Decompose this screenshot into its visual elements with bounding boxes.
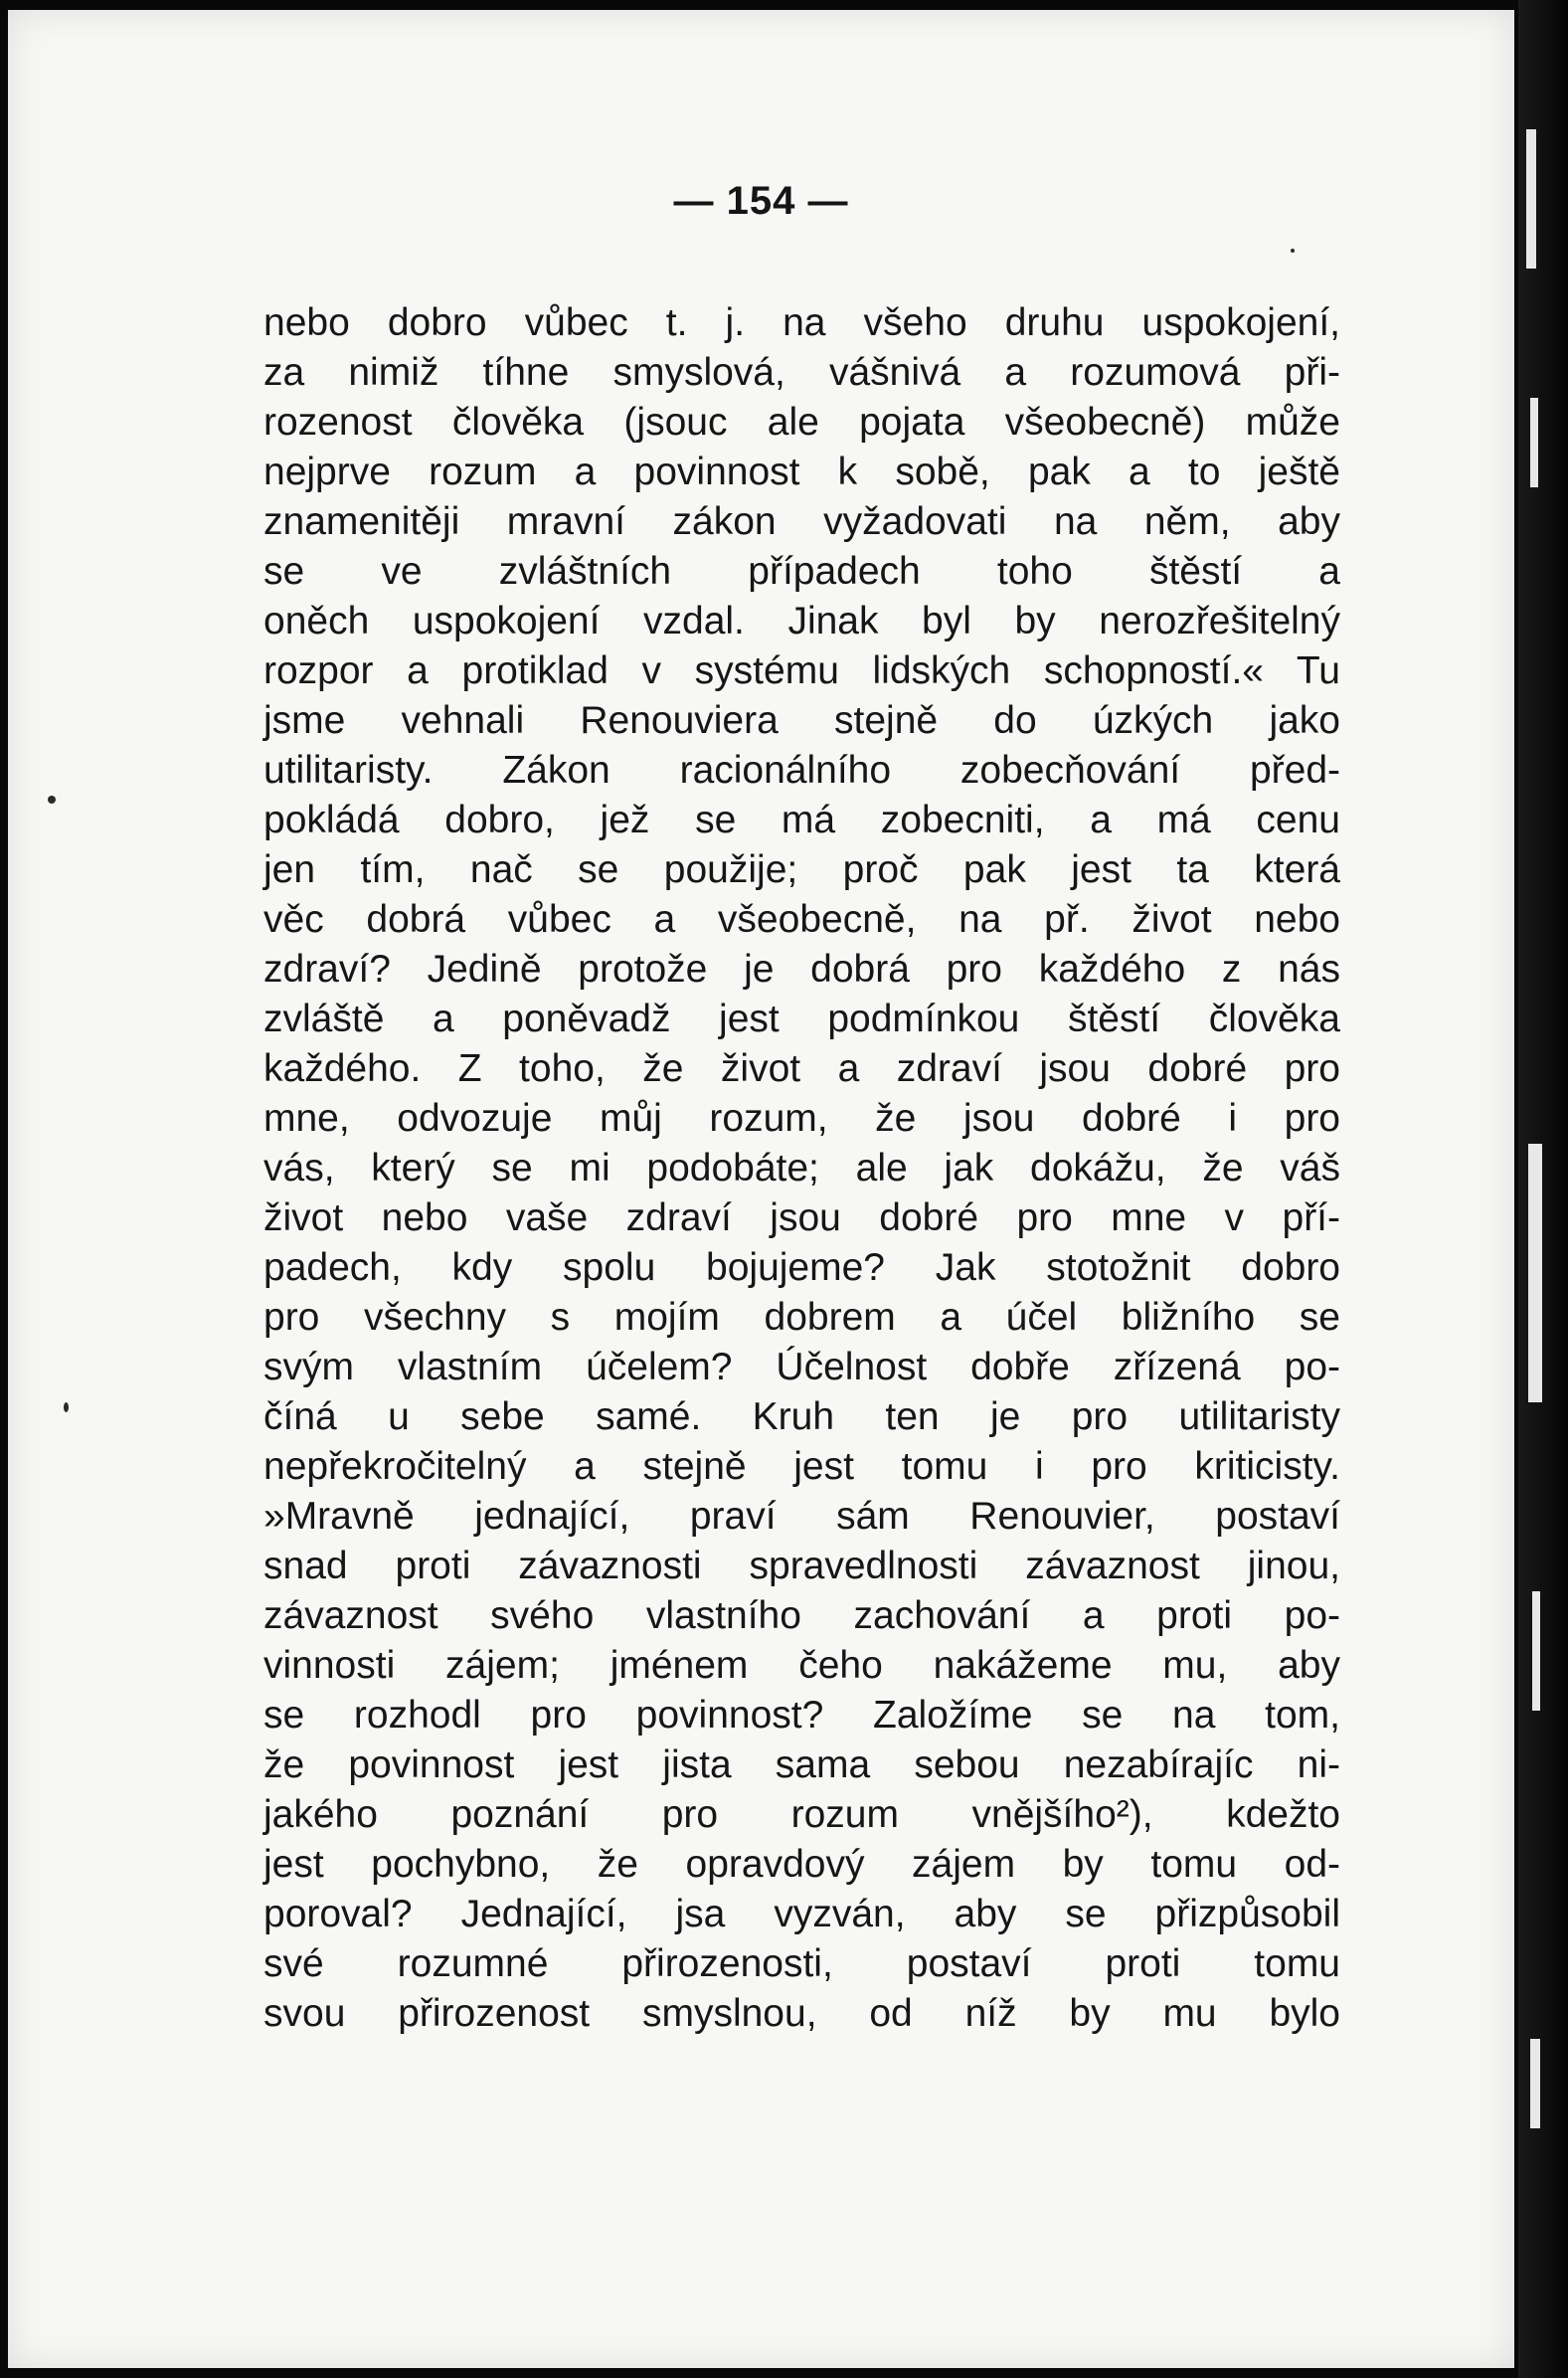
text-line: znamenitěji mravní zákon vyžadovati na něm, aby: [263, 500, 1340, 543]
text-line: číná u sebe samé. Kruh ten je pro utilitaristy: [263, 1395, 1340, 1438]
book-page: [8, 10, 1514, 2368]
text-line: své rozumné přirozenosti, postaví proti tomu: [263, 1942, 1340, 1985]
text-line: jest pochybno, že opravdový zájem by tomu od-: [263, 1843, 1340, 1886]
text-line: jakého poznání pro rozum vnějšího²), kdežto: [263, 1793, 1340, 1836]
text-line: poroval? Jednající, jsa vyzván, aby se přizpůsobil: [263, 1893, 1340, 1935]
text-line: rozpor a protiklad v systému lidských schopností.« Tu: [263, 649, 1340, 692]
text-line: pro všechny s mojím dobrem a účel bližního se: [263, 1296, 1340, 1339]
text-line: zdraví? Jedině protože je dobrá pro každého z nás: [263, 948, 1340, 991]
text-line: jen tím, nač se použije; proč pak jest ta která: [263, 848, 1340, 891]
scan-right-edge: [1518, 0, 1568, 2378]
text-line: pokládá dobro, jež se má zobecniti, a má cenu: [263, 799, 1340, 841]
edge-mark: [1526, 129, 1536, 269]
text-line: vinnosti zájem; jménem čeho nakážeme mu, aby: [263, 1644, 1340, 1687]
text-line: nejprve rozum a povinnost k sobě, pak a to ještě: [263, 451, 1340, 493]
text-line: nepřekročitelný a stejně jest tomu i pro kriticisty.: [263, 1445, 1340, 1488]
text-line: utilitaristy. Zákon racionálního zobecňování před-: [263, 749, 1340, 792]
text-line: padech, kdy spolu bojujeme? Jak stotožnit dobro: [263, 1246, 1340, 1289]
text-line: vás, který se mi podobáte; ale jak dokážu, že váš: [263, 1147, 1340, 1189]
text-line: jsme vehnali Renouviera stejně do úzkých jako: [263, 699, 1340, 742]
text-line: mne, odvozuje můj rozum, že jsou dobré i pro: [263, 1097, 1340, 1140]
text-line: že povinnost jest jista sama sebou nezabírajíc ni-: [263, 1743, 1340, 1786]
text-line: život nebo vaše zdraví jsou dobré pro mne v pří-: [263, 1196, 1340, 1239]
edge-mark: [1530, 2039, 1540, 2128]
text-line: snad proti závaznosti spravedlnosti závaznost jinou,: [263, 1545, 1340, 1587]
text-line: rozenost člověka (jsouc ale pojata všeobecně) může: [263, 401, 1340, 444]
text-line: svým vlastním účelem? Účelnost dobře zřízená po-: [263, 1346, 1340, 1388]
edge-mark: [1530, 398, 1538, 487]
text-line: se rozhodl pro povinnost? Založíme se na tom,: [263, 1694, 1340, 1737]
paper-speck: [48, 796, 56, 804]
text-line: závaznost svého vlastního zachování a proti po-: [263, 1594, 1340, 1637]
paper-speck: [64, 1402, 69, 1412]
body-text: [263, 298, 1340, 2039]
text-line: věc dobrá vůbec a všeobecně, na př. život nebo: [263, 898, 1340, 941]
paper-speck: [1291, 249, 1295, 253]
text-line: »Mravně jednající, praví sám Renouvier, postaví: [263, 1495, 1340, 1538]
text-line: oněch uspokojení vzdal. Jinak byl by nerozřešitelný: [263, 600, 1340, 642]
text-line: zvláště a poněvadž jest podmínkou štěstí člověka: [263, 998, 1340, 1040]
text-line: svou přirozenost smyslnou, od níž by mu bylo: [263, 1992, 1340, 2035]
edge-mark: [1532, 1591, 1540, 1711]
text-line: za nimiž tíhne smyslová, vášnivá a rozumová při-: [263, 351, 1340, 394]
edge-mark: [1528, 1144, 1542, 1402]
text-line: nebo dobro vůbec t. j. na všeho druhu uspokojení,: [263, 301, 1340, 344]
text-line: každého. Z toho, že život a zdraví jsou dobré pro: [263, 1047, 1340, 1090]
text-line: se ve zvláštních případech toho štěstí a: [263, 550, 1340, 593]
page-number: — 154 —: [673, 179, 849, 223]
